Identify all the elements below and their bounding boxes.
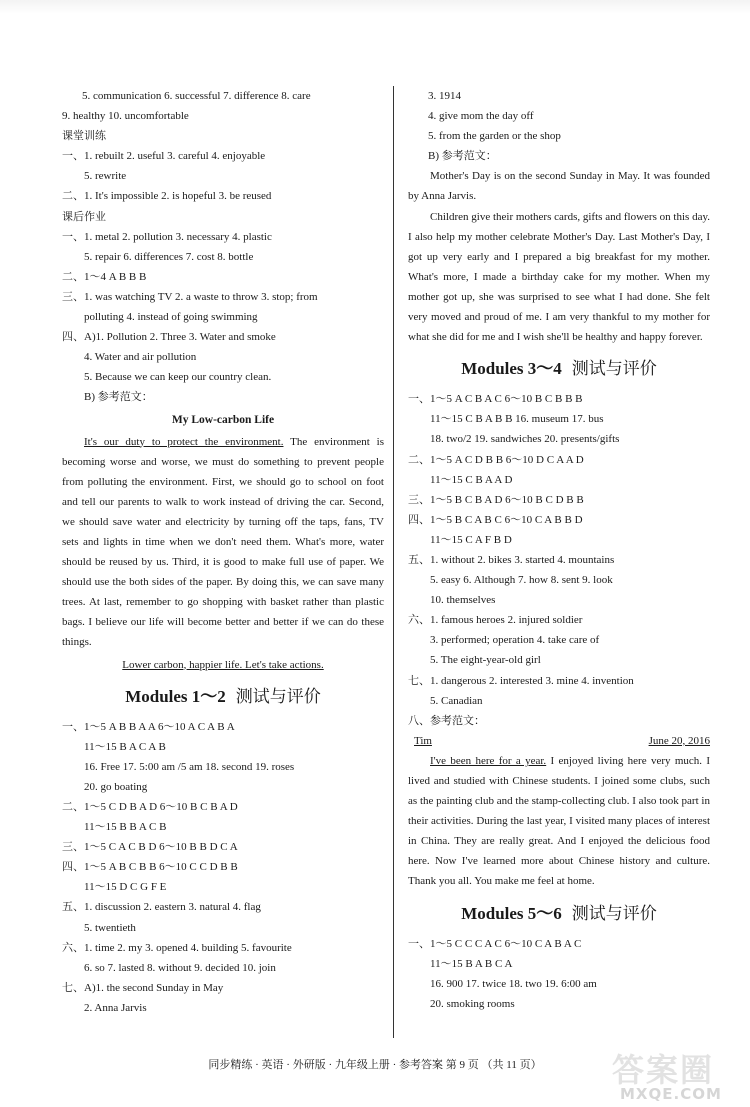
answer-line: 八、参考范文： xyxy=(408,714,485,727)
answer-line: 七、A)1. the second Sunday in May xyxy=(62,981,224,994)
answer-line: 5. easy 6. Although 7. how 8. sent 9. look xyxy=(430,574,613,587)
answer-line: 18. two/2 19. sandwiches 20. presents/gifts xyxy=(430,433,620,446)
module-heading: Modules 3～4 测试与评价 xyxy=(461,359,657,379)
essay-paragraph: Children give their mothers cards, gifts and flowers on this day. I also help my mother celebrate Mother's Day. Last Mother's Day, I got up very early and I prepared a big breakfast for my mother. What's more, I made a birthday cake for my mother. When my mother got up, she was surprised to see what I had done. She felt very moved and proud of me. I am very thankful to my mother for what she did for me and I wish she'll be healthy and happy forever. xyxy=(408,210,710,344)
answer-line: 四、A)1. Pollution 2. Three 3. Water and smoke xyxy=(62,331,276,344)
letter-date: June 20, 2016 xyxy=(648,734,710,747)
answer-line: 一、1～5 A C B A C 6～10 B C B B B xyxy=(408,393,583,406)
answer-line: 5. The eight-year-old girl xyxy=(430,654,541,667)
answer-line: 11～15 C B A A D xyxy=(430,473,513,486)
answer-line: 三、1～5 C A C B D 6～10 B B D C A xyxy=(62,841,238,854)
answer-line: 四、1～5 A B C B B 6～10 C C D B B xyxy=(62,861,238,874)
answer-line: 11～15 C A F B D xyxy=(430,533,512,546)
answer-line: 5. twentieth xyxy=(84,921,136,934)
section-heading: 课后作业 xyxy=(62,210,106,223)
answer-line: B) 参考范文： xyxy=(84,391,153,404)
answer-line: 5. Because we can keep our country clean. xyxy=(84,371,272,384)
page-footer: 同步精练 · 英语 · 外研版 · 九年级上册 · 参考答案 第 9 页 （共 11 页） xyxy=(208,1059,542,1071)
answer-line: 5. rewrite xyxy=(84,170,127,183)
essay-topic-sentence: It's our duty to protect the environment. xyxy=(84,435,284,448)
answer-line: 11～15 B A B C A xyxy=(430,957,513,970)
answer-line: 一、1. metal 2. pollution 3. necessary 4. plastic xyxy=(62,230,272,243)
answer-line: 一、1～5 C C C A C 6～10 C A B A C xyxy=(408,937,582,950)
answer-line: 五、1. discussion 2. eastern 3. natural 4. flag xyxy=(62,901,261,914)
answer-line: 11～15 D C G F E xyxy=(84,881,167,894)
letter-header xyxy=(408,731,710,751)
answer-line: 5. repair 6. differences 7. cost 8. bottle xyxy=(84,250,254,263)
answer-line: 11～15 C B A B B 16. museum 17. bus xyxy=(430,413,604,426)
answer-line: 二、1. It's impossible 2. is hopeful 3. be reused xyxy=(62,190,272,203)
right-column xyxy=(408,86,710,1014)
answer-line: 5. communication 6. successful 7. difference 8. care xyxy=(82,90,311,102)
letter-body: I've been here for a year. I enjoyed living here very much. I lived and studied with Chinese students. I joined some clubs, such as the painting club and the stamp-collecting club. I also took part in their activities. During the last year, I visited many places of interest in China. They are really great. And I enjoyed the delicious food here. Now I've learned more about Chinese history and culture. Thank you all. You make me feel at home. xyxy=(408,754,711,888)
column-divider xyxy=(393,86,394,1038)
answer-line: 16. 900 17. twice 18. two 19. 6:00 am xyxy=(430,977,597,990)
answer-line: 二、1～5 C D B A D 6～10 B C B A D xyxy=(62,801,238,813)
answer-line: B) 参考范文： xyxy=(428,150,497,163)
essay-closing: Lower carbon, happier life. Let's take actions. xyxy=(122,658,324,671)
essay-paragraph xyxy=(62,432,384,653)
answer-line: 5. from the garden or the shop xyxy=(428,130,561,143)
answer-line: 10. themselves xyxy=(430,594,496,607)
module-heading: Modules 1～2 测试与评价 xyxy=(125,686,321,706)
answer-line: 20. go boating xyxy=(84,780,148,793)
letter-recipient: Tim xyxy=(414,734,432,747)
watermark-logo: 答案圈 MXQE.COM xyxy=(612,1051,722,1103)
scan-top-edge xyxy=(0,0,750,14)
answer-line: 11～15 B B A C B xyxy=(84,821,167,834)
answer-line: 16. Free 17. 5:00 am /5 am 18. second 19. roses xyxy=(84,760,295,773)
answer-line: 六、1. time 2. my 3. opened 4. building 5. favourite xyxy=(62,941,292,954)
answer-line: 二、1～5 A C D B B 6～10 D C A A D xyxy=(408,453,584,466)
answer-line: 3. 1914 xyxy=(428,90,461,102)
answer-line: 11～15 B A C A B xyxy=(84,740,166,753)
letter-opening: I've been here for a year. xyxy=(430,754,547,767)
left-column xyxy=(62,86,384,1018)
answer-line: 四、1～5 B C A B C 6～10 C A B B D xyxy=(408,513,583,526)
answer-line: 5. Canadian xyxy=(430,694,483,707)
answer-line: polluting 4. instead of going swimming xyxy=(84,311,258,324)
answer-line: 4. give mom the day off xyxy=(428,110,534,123)
module-heading: Modules 5～6 测试与评价 xyxy=(461,903,657,923)
answer-line: 3. performed; operation 4. take care of xyxy=(430,634,600,647)
answer-line: 6. so 7. lasted 8. without 9. decided 10. join xyxy=(84,961,276,974)
essay-body: The environment is becoming worse and worse, we must do something to prevent people from polluting the environment. First, we should go to school on foot and tell our parents to walk to work instead of driving the car. Second, we should save water and electricity by turning off the taps, fans, TV sets and lights in time when we don't need them. What's more, water should be reused by us. Third, it is good to make full use of paper. We should use the both sides of the paper. By doing this, we can save many trees. At last, remember to go shopping with basket rather than plastic bags. I believe our life will become better and better if we can do these things. xyxy=(62,435,384,649)
answer-line: 一、1. rebuilt 2. useful 3. careful 4. enjoyable xyxy=(62,150,266,163)
answer-line: 2. Anna Jarvis xyxy=(84,1001,147,1014)
answer-line: 二、1～4 A B B B xyxy=(62,270,147,283)
answer-line: 4. Water and air pollution xyxy=(84,351,197,364)
answer-line: 9. healthy 10. uncomfortable xyxy=(62,110,189,123)
answer-line: 六、1. famous heroes 2. injured soldier xyxy=(408,614,583,627)
answer-line: 一、1～5 A B B A A 6～10 A C A B A xyxy=(62,720,235,733)
answer-line: 五、1. without 2. bikes 3. started 4. mountains xyxy=(408,553,615,566)
essay-paragraph: Mother's Day is on the second Sunday in May. It was founded by Anna Jarvis. xyxy=(408,170,710,203)
answer-line: 20. smoking rooms xyxy=(430,997,515,1010)
essay-title: My Low-carbon Life xyxy=(171,413,275,426)
answer-line: 三、1～5 B C B A D 6～10 B C D B B xyxy=(408,493,584,506)
section-heading: 课堂训练 xyxy=(62,130,106,143)
answer-line: 七、1. dangerous 2. interested 3. mine 4. invention xyxy=(408,674,634,687)
answer-line: 三、1. was watching TV 2. a waste to throw 3. stop; from xyxy=(62,290,318,303)
